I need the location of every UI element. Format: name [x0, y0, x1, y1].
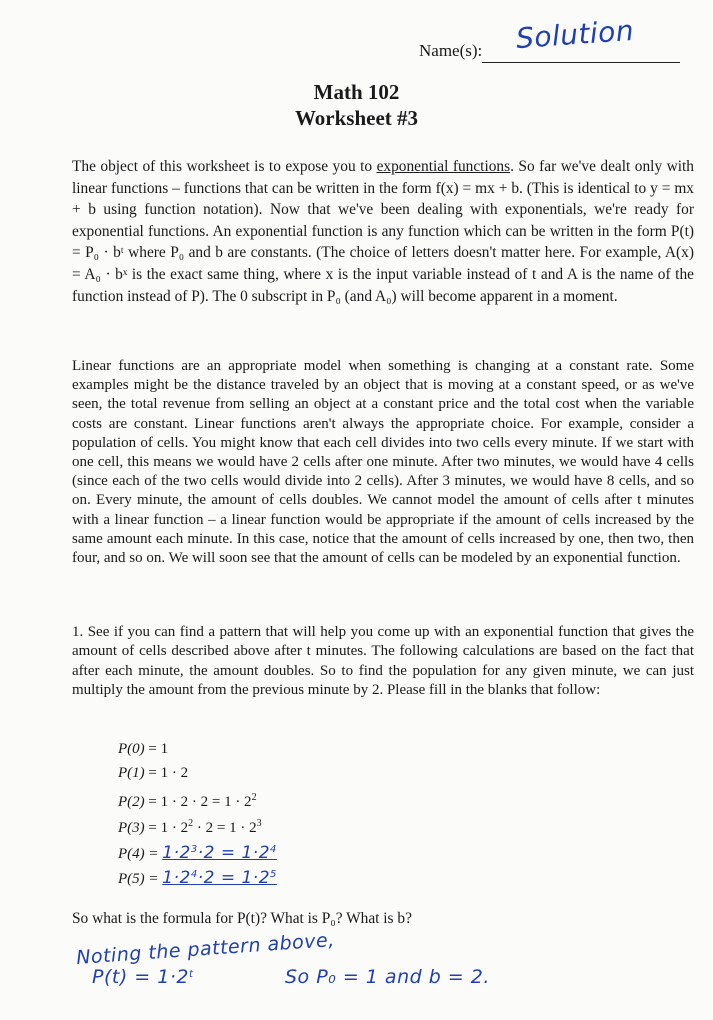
answer-constants: So P₀ = 1 and b = 2. [285, 966, 490, 988]
equation-p0: P(0) = 1 [118, 741, 169, 757]
equation-p1: P(1) = 1 · 2 [118, 765, 189, 781]
linear-vs-exponential-paragraph: Linear functions are an appropriate model when something is changing at a constant rate. Some examples might be the distance traveled by an object that is moving at a constant speed, or as we've seen, the total revenue from selling an object at a constant price and the total cost when the variable costs are constant. Linear functions aren't always the appropriate choice. For example, consider a population of cells. You might know that each cell divides into two cells every minute. If we start with one cell, this means we would have 2 cells after one minute. After two minutes, we would have 4 cells (since each of the two cells would divide into 2 cells). After 3 minutes, we would have 8 cells, and so on. Every minute, the amount of cells doubles. We cannot model the amount of cells after t minutes with a linear function – a linear function would be appropriate if the amount of cells increased by the same amount each minute. In this case, notice that the amount of cells increased by one, then two, then four, and so on. We will soon see that the amount of cells can be modeled by an exponential function. [72, 358, 694, 567]
equation-p5: $P(5) = 1\cdot 2^4\cdot 2 = 1\cdot 2^5$ [118, 868, 277, 888]
formula-question: So what is the formula for P(t)? What is P₀? What is b? [72, 910, 412, 927]
equation-p4: $P(4) = 1\cdot 2^3\cdot 2 = 1\cdot 2^4$ [118, 843, 277, 863]
exponential-functions-term: exponential functions [376, 158, 511, 175]
worksheet-number-title: Worksheet #3 [294, 106, 419, 130]
question-1-paragraph: 1. See if you can find a pattern that will help you come up with an exponential function that gives the amount of cells described above after t minutes. The following calculations are based on the fact that after each minute, the amount doubles. So to find the population for any given minute, we can just multiply the amount from the previous minute by 2. Please fill in the blanks that follow: [72, 624, 694, 699]
name-label: Name(s): [419, 41, 483, 60]
p4-handwritten-answer: $1\cdot 2^3\cdot 2 = 1\cdot 2^4$ [162, 843, 277, 863]
answer-formula: $P(t) = 1\cdot 2^t$ [92, 966, 194, 988]
intro-paragraph: The object of this worksheet is to expose you to exponential functions. So far we've dealt only with linear functions – functions that can be written in the form f(x) = mx + b. (This is identical to y = mx + b using function notation). Now that we've been dealing with exponentials, we're ready for exponential functions. An exponential function is any function which can be written in the form P(t) = P₀ · bᵗ where P₀ and b are constants. (The choice of letters doesn't matter here. For example, A(x) = A₀ · bˣ is the exact same thing, where x is the input variable instead of t and A is the name of the function instead of P). The 0 subscript in P₀ (and A₀) will become apparent in a moment. [72, 158, 694, 305]
name-value-handwritten: Solution [514, 13, 636, 56]
p5-handwritten-answer: $1\cdot 2^4\cdot 2 = 1\cdot 2^5$ [162, 868, 277, 888]
answer-line-1: Noting the pattern above, [75, 928, 336, 970]
worksheet-course-title: Math 102 [313, 80, 400, 104]
equation-p2: $P(2) = 1 \cdot 2 \cdot 2 = 1 \cdot 2^2$ [118, 792, 257, 810]
equation-p3: $P(3) = 1 \cdot 2^2 \cdot 2 = 1 \cdot 2^3$ [118, 818, 262, 836]
name-underline [482, 62, 680, 63]
